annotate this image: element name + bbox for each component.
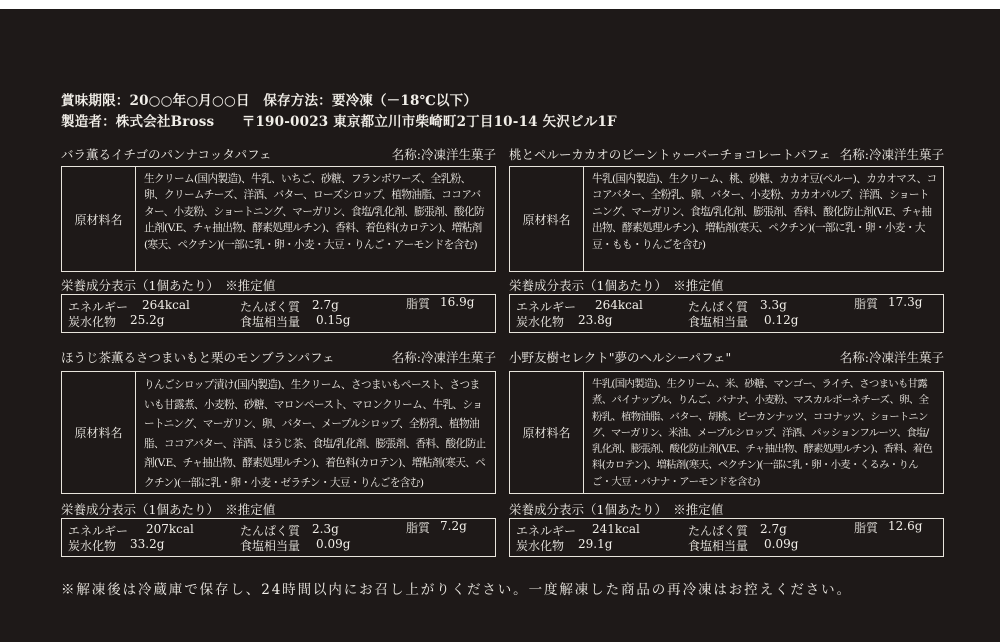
protein-label: たんぱく質 xyxy=(688,524,749,538)
fat-value: 17.3g xyxy=(888,295,923,309)
ingredients-label: 原材料名 xyxy=(510,167,584,271)
energy-value: 241kcal xyxy=(592,522,640,536)
nutrition-title: 栄養成分表示（1個あたり） ※推定値 xyxy=(509,502,724,517)
salt-label: 食塩相当量 xyxy=(688,539,749,553)
salt-value: 0.09g xyxy=(764,537,799,551)
nutrition-table xyxy=(61,294,496,333)
energy-value: 207kcal xyxy=(146,522,194,536)
salt-label: 食塩相当量 xyxy=(240,539,301,553)
ingredients-table xyxy=(509,371,944,494)
product-name: 桃とペルーカカオのビーントゥーバーチョコレートパフェ xyxy=(509,147,831,162)
carbs-label: 炭水化物 xyxy=(68,539,117,553)
best-before-storage: 賞味期限：20○○年○月○○日 保存方法：要冷凍（－18℃以下） xyxy=(61,93,478,109)
ingredients-table xyxy=(61,166,496,272)
carbs-label: 炭水化物 xyxy=(68,315,117,329)
fat-label: 脂質 xyxy=(854,521,879,535)
product-category: 名称:冷凍洋生菓子 xyxy=(391,147,496,162)
carbs-value: 23.8g xyxy=(578,313,613,327)
carbs-value: 25.2g xyxy=(130,313,165,327)
nutrition-title: 栄養成分表示（1個あたり） ※推定値 xyxy=(61,278,276,293)
product-title-row xyxy=(61,348,496,366)
product-category: 名称:冷凍洋生菓子 xyxy=(839,350,944,365)
fat-label: 脂質 xyxy=(406,297,431,311)
carbs-label: 炭水化物 xyxy=(516,539,565,553)
salt-label: 食塩相当量 xyxy=(688,315,749,329)
nutrition-table xyxy=(509,518,944,557)
salt-value: 0.12g xyxy=(764,313,799,327)
nutrition-table xyxy=(61,518,496,557)
manufacturer-address: 製造者：株式会社Bross 〒190-0023 東京都立川市柴崎町2丁目10-14 矢沢ビル1F xyxy=(61,114,617,130)
ingredients-label: 原材料名 xyxy=(62,372,136,493)
carbs-value: 29.1g xyxy=(578,537,613,551)
energy-label: エネルギー xyxy=(68,300,129,314)
protein-value: 2.7g xyxy=(760,522,787,536)
product-category: 名称:冷凍洋生菓子 xyxy=(391,350,496,365)
protein-label: たんぱく質 xyxy=(240,524,301,538)
carbs-label: 炭水化物 xyxy=(516,315,565,329)
fat-value: 16.9g xyxy=(440,295,475,309)
carbs-value: 33.2g xyxy=(130,537,165,551)
energy-label: エネルギー xyxy=(68,524,129,538)
ingredients-text: りんごシロップ漬け(国内製造)、生クリーム、さつまいもペースト、さつまいも甘露煮、小麦粉、砂糖、マロンペースト、マロンクリーム、牛乳、ショートニング、マーガリン、卵、バター、メープルシロップ、全粉乳、植物油脂、ココアバター、洋酒、ほうじ茶、食塩/乳化剤、膨張剤、香料、酸化防止剤(V.E、チャ抽出物、酵素処理ルチン)、着色料(カロテン)、増粘剤(寒天、ペクチン)(一部に乳・卵・小麦・ゼラチン・大豆・りんごを含む) xyxy=(144,379,486,489)
protein-value: 2.3g xyxy=(312,522,339,536)
protein-label: たんぱく質 xyxy=(688,300,749,314)
fat-label: 脂質 xyxy=(854,297,879,311)
fat-value: 12.6g xyxy=(888,519,923,533)
product-title-row xyxy=(61,145,496,163)
label-panel xyxy=(0,9,1000,642)
product-category: 名称:冷凍洋生菓子 xyxy=(839,147,944,162)
ingredients-label: 原材料名 xyxy=(62,167,136,271)
thawing-notice: ※解凍後は冷蔵庫で保存し、24時間以内にお召し上がりください。一度解凍した商品の再冷凍はお控えください。 xyxy=(61,582,852,598)
energy-label: エネルギー xyxy=(516,524,577,538)
nutrition-title: 栄養成分表示（1個あたり） ※推定値 xyxy=(61,502,276,517)
ingredients-label: 原材料名 xyxy=(510,372,584,493)
protein-value: 3.3g xyxy=(760,298,787,312)
product-name: 小野友樹セレクト"夢のヘルシーパフェ" xyxy=(509,350,732,365)
fat-label: 脂質 xyxy=(406,521,431,535)
ingredients-text: 牛乳(国内製造)、生クリーム、米、砂糖、マンゴー、ライチ、さつまいも甘露煮、パイナップル、りんご、バナナ、小麦粉、マスカルポーネチーズ、卵、全粉乳、植物油脂、バター、胡桃、ピーカンナッツ、ココナッツ、ショートニング、マーガリン、米油、メープルシロップ、洋酒、パッションフルーツ、食塩/乳化剤、膨張剤、酸化防止剤(V.E、チャ抽出物、酵素処理ルチン)、香料、着色料(カロテン)、増粘剤(寒天、ペクチン)(一部に乳・卵・小麦・くるみ・りんご・大豆・バナナ・アーモンドを含む) xyxy=(592,378,933,488)
nutrition-table xyxy=(509,294,944,333)
fat-value: 7.2g xyxy=(440,519,467,533)
protein-label: たんぱく質 xyxy=(240,300,301,314)
salt-label: 食塩相当量 xyxy=(240,315,301,329)
energy-label: エネルギー xyxy=(516,300,577,314)
salt-value: 0.15g xyxy=(316,313,351,327)
ingredients-text: 生クリーム(国内製造)、牛乳、いちご、砂糖、フランボワーズ、全乳粉、卵、クリームチーズ、洋酒、バター、ローズシロップ、植物油脂、ココアバター、小麦粉、ショートニング、マーガリン、食塩/乳化剤、膨張剤、酸化防止剤(V.E、チャ抽出物、酵素処理ルチン)、香料、着色料(カロテン)、増粘剤(寒天、ペクチン)(一部に乳・卵・小麦・大豆・りんご・アーモンドを含む) xyxy=(144,173,484,251)
product-title-row xyxy=(509,145,944,163)
ingredients-text: 牛乳(国内製造)、生クリーム、桃、砂糖、カカオ豆(ペルー)、カカオマス、ココアバター、全粉乳、卵、バター、小麦粉、カカオパルプ、洋酒、ショートニング、マーガリン、食塩/乳化剤、膨張剤、香料、酸化防止剤(V.E、チャ抽出物、酵素処理ルチン)、増粘剤(寒天、ペクチン)(一部に乳・卵・小麦・大豆・もも・りんごを含む) xyxy=(592,173,937,251)
product-title-row xyxy=(509,348,944,366)
ingredients-table xyxy=(61,371,496,494)
energy-value: 264kcal xyxy=(142,298,190,312)
protein-value: 2.7g xyxy=(312,298,339,312)
nutrition-title: 栄養成分表示（1個あたり） ※推定値 xyxy=(509,278,724,293)
ingredients-table xyxy=(509,166,944,272)
product-name: バラ薫るイチゴのパンナコッタパフェ xyxy=(61,147,272,162)
product-name: ほうじ茶薫るさつまいもと栗のモンブランパフェ xyxy=(61,350,335,365)
salt-value: 0.09g xyxy=(316,537,351,551)
energy-value: 264kcal xyxy=(595,298,643,312)
